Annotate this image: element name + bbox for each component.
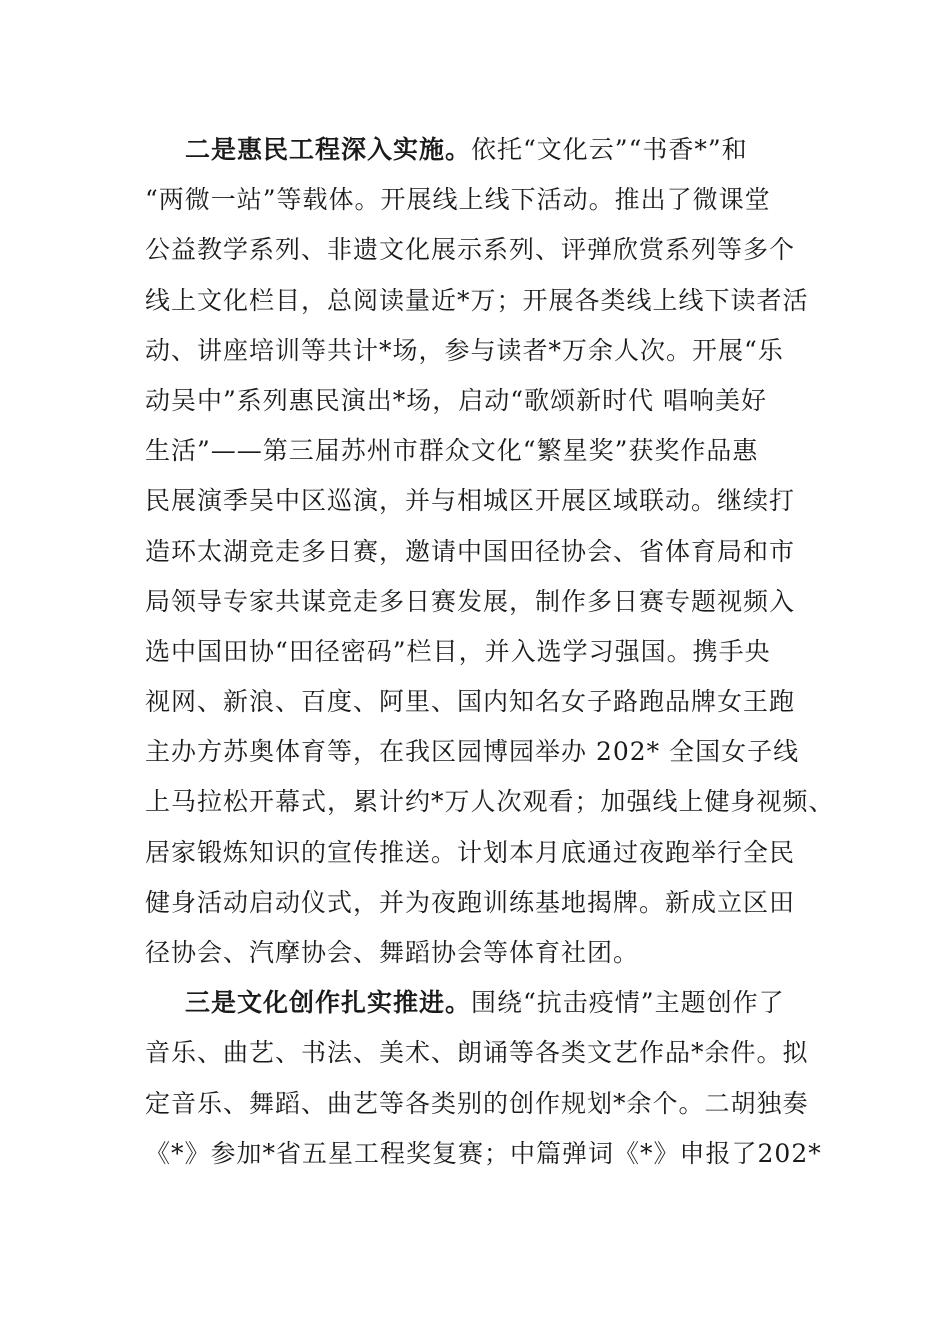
- paragraph-heading: 二是惠民工程深入实施。: [185, 135, 472, 164]
- body-line: 动、讲座培训等共计*场，参与读者*万余人次。开展“乐: [145, 335, 784, 365]
- body-line: 健身活动启动仪式，并为夜跑训练基地揭牌。新成立区田: [145, 887, 796, 917]
- body-line: 《*》参加*省五星工程奖复赛；中篇弹词《*》申报了202*: [145, 1138, 822, 1168]
- body-line: 民展演季吴中区巡演，并与相城区开展区域联动。继续打: [145, 486, 796, 516]
- body-text: 围绕“抗击疫情”主题创作了: [471, 988, 785, 1018]
- body-text: 依托“文化云”“书香*”和: [471, 135, 748, 164]
- document-body: [145, 125, 835, 1179]
- body-line: “两微一站”等载体。开展线上线下活动。推出了微课堂: [145, 185, 771, 215]
- body-line: 选中国田协“田径密码”栏目，并入选学习强国。携手央: [145, 636, 771, 666]
- body-line: 局领导专家共谋竞走多日赛发展，制作多日赛专题视频入: [145, 586, 796, 616]
- body-line: 径协会、汽摩协会、舞蹈协会等体育社团。: [145, 938, 640, 967]
- body-line: 动吴中”系列惠民演出*场，启动“歌颂新时代 唱响美好: [145, 385, 768, 415]
- body-line: 视网、新浪、百度、阿里、国内知名女子路跑品牌女王跑: [145, 687, 796, 717]
- body-line: 音乐、曲艺、书法、美术、朗诵等各类文艺作品*余件。拟: [145, 1038, 809, 1068]
- body-line: 定音乐、舞蹈、曲艺等各类别的创作规划*余个。二胡独奏: [145, 1088, 809, 1118]
- body-line: 公益教学系列、非遗文化展示系列、评弹欣赏系列等多个: [145, 235, 796, 265]
- body-line: 生活”——第三届苏州市群众文化“繁星奖”获奖作品惠: [145, 436, 759, 466]
- paragraph-heading: 三是文化创作扎实推进。: [185, 988, 472, 1018]
- body-line: 主办方苏奥体育等，在我区园博园举办 202* 全国女子线: [145, 737, 800, 767]
- paragraph-huimin: [145, 125, 835, 978]
- body-line: 上马拉松开幕式，累计约*万人次观看；加强线上健身视频、: [145, 787, 835, 817]
- body-line: 居家锻炼知识的宣传推送。计划本月底通过夜跑举行全民: [145, 837, 796, 867]
- paragraph-first-line: [145, 125, 815, 175]
- body-line: 造环太湖竞走多日赛，邀请中国田径协会、省体育局和市: [145, 536, 796, 566]
- body-line: 线上文化栏目，总阅读量近*万；开展各类线上线下读者活: [145, 285, 809, 315]
- paragraph-chuangzuo: [145, 978, 822, 1179]
- paragraph-first-line: [145, 978, 815, 1028]
